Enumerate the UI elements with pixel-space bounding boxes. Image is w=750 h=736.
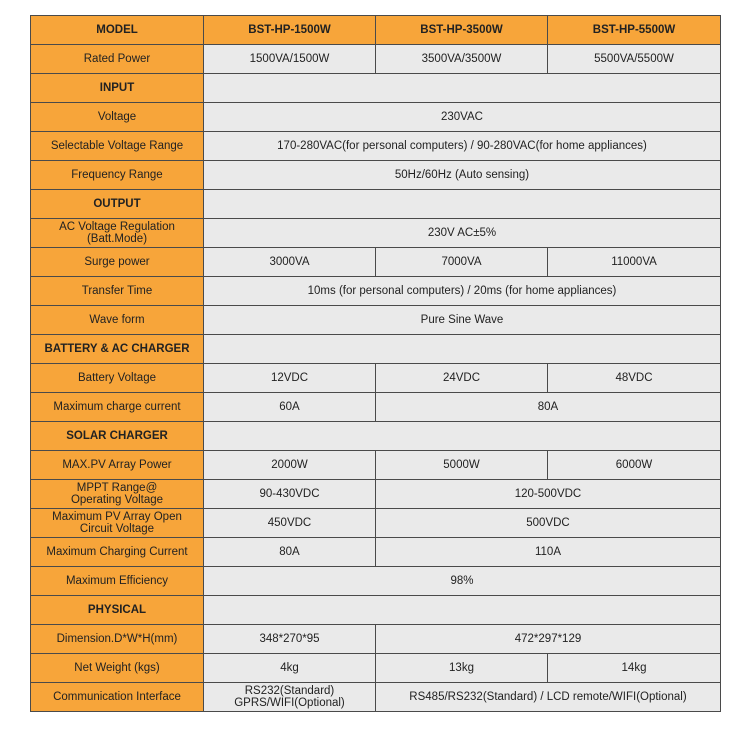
value-battery-voltage-2: 24VDC — [376, 364, 548, 393]
table-row-transfer — [31, 277, 721, 306]
value-surge-2: 7000VA — [376, 248, 548, 277]
table-row-wave — [31, 306, 721, 335]
section-solar — [31, 422, 721, 451]
section-blank — [204, 190, 721, 219]
table-row-voltage — [31, 103, 721, 132]
label-mppt — [31, 480, 204, 509]
table-row-surge — [31, 248, 721, 277]
table-row-frequency — [31, 161, 721, 190]
value-frequency: 50Hz/60Hz (Auto sensing) — [204, 161, 721, 190]
value-weight-3: 14kg — [548, 654, 721, 683]
value-battery-voltage-1: 12VDC — [204, 364, 376, 393]
section-title-physical: PHYSICAL — [31, 596, 204, 625]
value-comm-1 — [204, 683, 376, 712]
value-voltage: 230VAC — [204, 103, 721, 132]
label-comm: Communication Interface — [31, 683, 204, 712]
section-output — [31, 190, 721, 219]
header-model-2: BST-HP-3500W — [376, 16, 548, 45]
value-rated-power-3: 5500VA/5500W — [548, 45, 721, 74]
value-wave: Pure Sine Wave — [204, 306, 721, 335]
label-regulation — [31, 219, 204, 248]
label-battery-voltage: Battery Voltage — [31, 364, 204, 393]
label-selectable-range: Selectable Voltage Range — [31, 132, 204, 161]
section-blank — [204, 596, 721, 625]
label-weight: Net Weight (kgs) — [31, 654, 204, 683]
table-row-pv-power — [31, 451, 721, 480]
table-row-regulation — [31, 219, 721, 248]
label-transfer: Transfer Time — [31, 277, 204, 306]
header-model-1: BST-HP-1500W — [204, 16, 376, 45]
value-mppt-23: 120-500VDC — [376, 480, 721, 509]
label-pv-open-line1: Maximum PV Array Open — [52, 511, 182, 523]
spec-table — [30, 15, 721, 712]
table-row-weight — [31, 654, 721, 683]
value-rated-power-1: 1500VA/1500W — [204, 45, 376, 74]
value-charge-current-23: 80A — [376, 393, 721, 422]
table-row-comm — [31, 683, 721, 712]
value-rated-power-2: 3500VA/3500W — [376, 45, 548, 74]
label-surge: Surge power — [31, 248, 204, 277]
label-voltage: Voltage — [31, 103, 204, 132]
value-battery-voltage-3: 48VDC — [548, 364, 721, 393]
label-wave: Wave form — [31, 306, 204, 335]
section-blank — [204, 422, 721, 451]
label-charging-current: Maximum Charging Current — [31, 538, 204, 567]
header-model-3: BST-HP-5500W — [548, 16, 721, 45]
value-efficiency: 98% — [204, 567, 721, 596]
value-comm-1-line1: RS232(Standard) — [244, 685, 335, 697]
table-row-model — [31, 16, 721, 45]
label-charge-current: Maximum charge current — [31, 393, 204, 422]
table-row-pv-open — [31, 509, 721, 538]
label-mppt-line1: MPPT Range@ — [76, 482, 158, 494]
value-surge-3: 11000VA — [548, 248, 721, 277]
section-battery — [31, 335, 721, 364]
table-row-mppt — [31, 480, 721, 509]
label-frequency: Frequency Range — [31, 161, 204, 190]
value-surge-1: 3000VA — [204, 248, 376, 277]
value-charging-current-1: 80A — [204, 538, 376, 567]
table-row-charging-current — [31, 538, 721, 567]
table-row-rated-power — [31, 45, 721, 74]
value-pv-power-2: 5000W — [376, 451, 548, 480]
section-title-input: INPUT — [31, 74, 204, 103]
value-pv-open-1: 450VDC — [204, 509, 376, 538]
value-selectable-range: 170-280VAC(for personal computers) / 90-280VAC(for home appliances) — [204, 132, 721, 161]
label-mppt-line2: Operating Voltage — [70, 494, 164, 506]
value-weight-2: 13kg — [376, 654, 548, 683]
value-regulation: 230V AC±5% — [204, 219, 721, 248]
table-row-efficiency — [31, 567, 721, 596]
label-regulation-line2: (Batt.Mode) — [86, 233, 148, 245]
value-dimension-1: 348*270*95 — [204, 625, 376, 654]
value-dimension-23: 472*297*129 — [376, 625, 721, 654]
value-comm-1-line2: GPRS/WIFI(Optional) — [234, 697, 345, 709]
section-title-solar: SOLAR CHARGER — [31, 422, 204, 451]
label-pv-open-line2: Circuit Voltage — [79, 523, 155, 535]
table-row-selectable-range — [31, 132, 721, 161]
section-title-battery: BATTERY & AC CHARGER — [31, 335, 204, 364]
header-model: MODEL — [31, 16, 204, 45]
value-mppt-1: 90-430VDC — [204, 480, 376, 509]
label-regulation-line1: AC Voltage Regulation — [59, 221, 175, 233]
label-pv-power: MAX.PV Array Power — [31, 451, 204, 480]
value-charge-current-1: 60A — [204, 393, 376, 422]
section-blank — [204, 335, 721, 364]
section-input — [31, 74, 721, 103]
table-row-charge-current — [31, 393, 721, 422]
section-blank — [204, 74, 721, 103]
value-transfer: 10ms (for personal computers) / 20ms (for home appliances) — [204, 277, 721, 306]
section-title-output: OUTPUT — [31, 190, 204, 219]
table-row-dimension — [31, 625, 721, 654]
table-row-battery-voltage — [31, 364, 721, 393]
value-charging-current-23: 110A — [376, 538, 721, 567]
value-pv-open-23: 500VDC — [376, 509, 721, 538]
label-rated-power: Rated Power — [31, 45, 204, 74]
label-pv-open — [31, 509, 204, 538]
section-physical — [31, 596, 721, 625]
label-efficiency: Maximum Efficiency — [31, 567, 204, 596]
label-dimension: Dimension.D*W*H(mm) — [31, 625, 204, 654]
value-comm-23: RS485/RS232(Standard) / LCD remote/WIFI(Optional) — [376, 683, 721, 712]
value-weight-1: 4kg — [204, 654, 376, 683]
value-pv-power-1: 2000W — [204, 451, 376, 480]
value-pv-power-3: 6000W — [548, 451, 721, 480]
